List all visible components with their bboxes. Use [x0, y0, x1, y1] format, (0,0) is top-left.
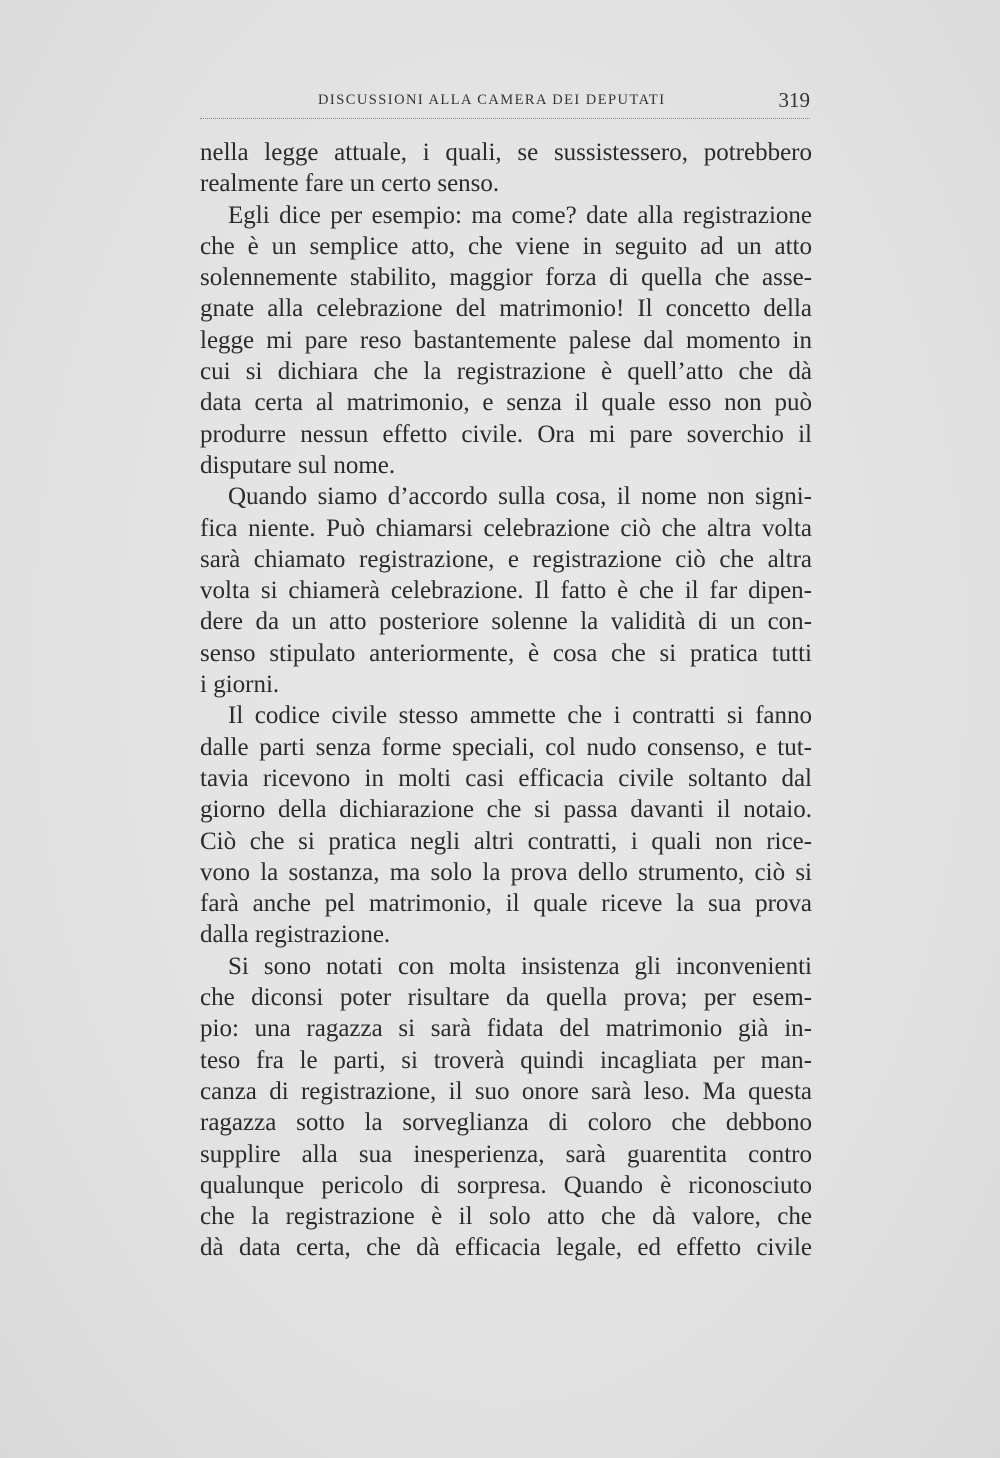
text-line: giorno della dichiarazione che si passa davanti il notaio. — [200, 796, 812, 824]
text-line: realmente fare un certo senso. — [200, 170, 500, 198]
text-line: Il codice civile stesso ammette che i contratti si fanno — [228, 702, 812, 730]
paragraph — [200, 137, 812, 200]
text-line: senso stipulato anteriormente, è cosa che si pratica tutti — [200, 639, 812, 667]
text-line: supplire alla sua inesperienza, sarà guarentita contro — [200, 1140, 812, 1168]
text-line: dalla registrazione. — [200, 921, 391, 949]
text-line: pio: una ragazza si sarà fidata del matrimonio già in- — [200, 1015, 812, 1043]
text-line: dalle parti senza forme speciali, col nudo consenso, e tut- — [200, 733, 812, 761]
page-number: 319 — [778, 88, 810, 112]
text-line: disputare sul nome. — [200, 451, 396, 479]
text-line: cui si dichiara che la registrazione è quell’atto che dà — [200, 358, 812, 386]
text-line: che è un semplice atto, che viene in seguito ad un atto — [200, 232, 812, 260]
text-line: sarà chiamato registrazione, e registrazione ciò che altra — [200, 545, 812, 573]
text-line: farà anche pel matrimonio, il quale riceve la sua prova — [200, 890, 812, 918]
text-line: che la registrazione è il solo atto che dà valore, che — [200, 1203, 812, 1231]
header-rule — [200, 118, 810, 119]
text-line: solennemente stabilito, maggior forza di quella che asse- — [200, 264, 812, 292]
text-line: Ciò che si pratica negli altri contratti, i quali non rice- — [200, 827, 812, 855]
text-line: ragazza sotto la sorveglianza di coloro che debbono — [200, 1109, 812, 1137]
text-line: volta si chiamerà celebrazione. Il fatto è che il far dipen- — [200, 577, 812, 605]
text-body — [200, 137, 812, 1264]
text-line: vono la sostanza, ma solo la prova dello strumento, ciò si — [200, 858, 812, 886]
text-line: produrre nessun effetto civile. Ora mi pare soverchio il — [200, 420, 812, 448]
text-line: dà data certa, che dà efficacia legale, ed effetto civile — [200, 1234, 812, 1262]
text-line: legge mi pare reso bastantemente palese dal momento in — [200, 326, 812, 354]
text-line: canza di registrazione, il suo onore sarà leso. Ma questa — [200, 1077, 812, 1105]
text-line: nella legge attuale, i quali, se sussistessero, potrebbero — [200, 139, 812, 166]
paragraph — [200, 951, 812, 1264]
text-line: dere da un atto posteriore solenne la validità di un con- — [200, 608, 812, 636]
text-line: Quando siamo d’accordo sulla cosa, il nome non signi- — [228, 483, 812, 511]
running-title: DISCUSSIONI ALLA CAMERA DEI DEPUTATI — [318, 92, 666, 108]
text-line: che diconsi poter risultare da quella prova; per esem- — [200, 984, 812, 1012]
text-line: tavia ricevono in molti casi efficacia civile soltanto dal — [200, 764, 812, 792]
text-line: data certa al matrimonio, e senza il quale esso non può — [200, 389, 812, 417]
text-line: teso fra le parti, si troverà quindi incagliata per man- — [200, 1046, 812, 1074]
text-line: fica niente. Può chiamarsi celebrazione ciò che altra volta — [200, 514, 812, 542]
text-line: i giorni. — [200, 671, 280, 699]
text-line: Si sono notati con molta insistenza gli inconvenienti — [228, 952, 812, 980]
paragraph — [200, 481, 812, 700]
text-line: qualunque pericolo di sorpresa. Quando è riconosciuto — [200, 1171, 812, 1199]
text-line: gnate alla celebrazione del matrimonio! Il concetto della — [200, 295, 812, 323]
paragraph — [200, 200, 812, 482]
text-line: Egli dice per esempio: ma come? date alla registrazione — [228, 201, 812, 229]
paragraph — [200, 700, 812, 950]
